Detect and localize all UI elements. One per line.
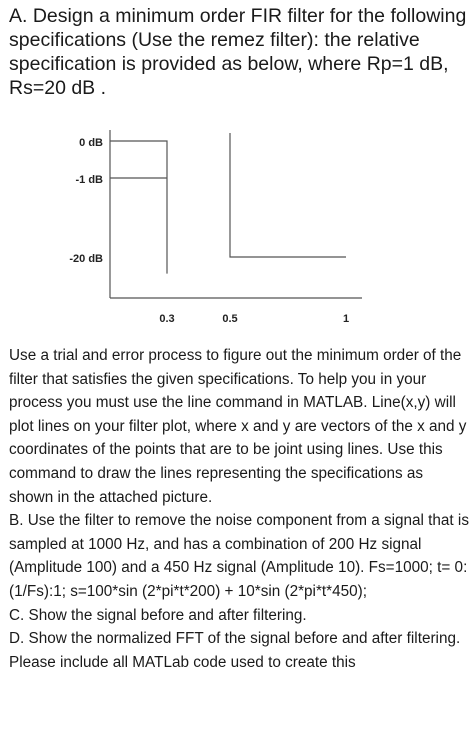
passband-bound-line xyxy=(110,141,167,274)
x-tick-label-0-5: 0.5 xyxy=(222,313,238,325)
question-part-c: C. Show the signal before and after filtering. xyxy=(9,606,307,624)
x-tick-label-0-3: 0.3 xyxy=(159,313,175,325)
question-body xyxy=(9,344,469,674)
y-tick-label-minus1db: -1 dB xyxy=(75,174,103,186)
question-part-d: D. Show the normalized FFT of the signal before and after filtering. xyxy=(9,630,461,648)
question-part-a: A. Design a minimum order FIR filter for the following specifications (Use the remez filter): the relative specification is provided as below, where Rp=1 dB, Rs=20 dB . xyxy=(9,5,467,99)
y-tick-label-minus20db: -20 dB xyxy=(69,253,103,265)
stopband-bound-line xyxy=(230,133,346,257)
filter-spec-figure xyxy=(0,120,474,335)
question-part-b: B. Use the filter to remove the noise component from a signal that is sampled at 1000 Hz, and has a combination of 200 Hz signal (Amplitude 100) and a 450 Hz signal (Amplitude 10). Fs=1000; t= 0:(1/Fs):1; s=100*sin (2*pi*t*200) + 10*sin (2*pi*t*450); xyxy=(9,512,469,600)
x-tick-label-1: 1 xyxy=(342,313,350,325)
code-request-line: Please include all MATLab code used to create this xyxy=(9,653,356,671)
spec-lines xyxy=(110,133,346,274)
instructions-paragraph: Use a trial and error process to figure out the minimum order of the filter that satisfies the given specifications. To help you in your process you must use the line command in MATLAB. Line(x,y) will plot lines on your filter plot, where x and y are vectors of the x and y coordinates of the points that are to be joint using lines. Use this command to draw the lines representing the specifications as shown in the attached picture. xyxy=(9,347,467,506)
y-tick-label-0db: 0 dB xyxy=(79,137,103,149)
